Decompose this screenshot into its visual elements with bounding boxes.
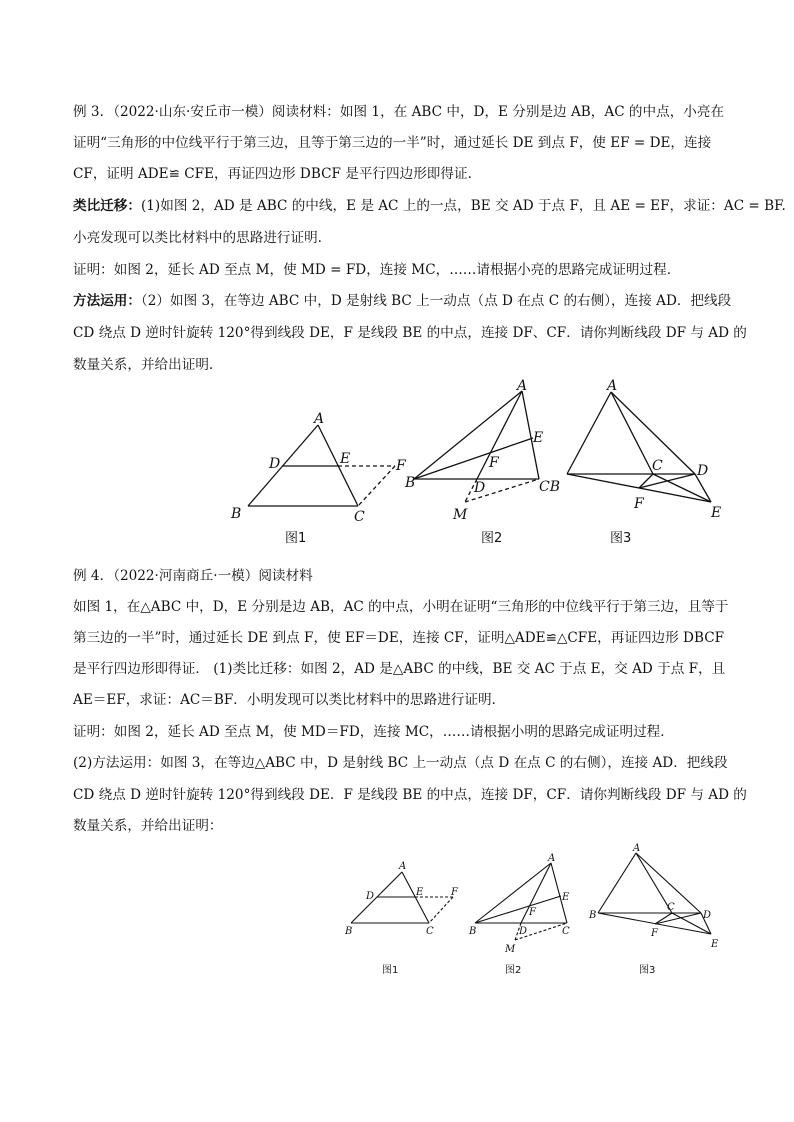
fig1s-label-c: C xyxy=(426,926,434,937)
fig2s-label-a: A xyxy=(548,853,556,864)
ex3-line-1: 例 3．（2022·山东·安丘市一模）阅读材料：如图 1，在 ABC 中，D，E 分别是边 AB，AC 的中点，小亮在 xyxy=(73,104,725,120)
ex3-line-6: 证明：如图 2，延长 AD 至点 M，使 MD = FD，连接 MC，……请根据小亮的思路完成证明过程. xyxy=(73,262,672,278)
fig1-caption: 图1 xyxy=(285,531,307,546)
ex3-line-4 xyxy=(73,196,786,216)
fig2-label-cb: CB xyxy=(539,479,560,495)
fig1s-label-f: F xyxy=(451,887,458,898)
fig2-label-f: F xyxy=(489,455,499,471)
fig2s-caption: 图2 xyxy=(505,965,522,976)
fig2s-label-d: D xyxy=(519,926,528,937)
fig1s-label-a: A xyxy=(399,861,407,872)
ex4-line-7: (2)方法运用：如图 3，在等边△ABC 中，D 是射线 BC 上一动点（点 D 在点 C 的右侧），连接 AD．把线段 xyxy=(73,755,728,771)
ex3-figures-svg xyxy=(225,380,735,550)
fig3s-label-f: F xyxy=(651,928,658,939)
fig1-label-a: A xyxy=(314,411,325,427)
ex3-figures xyxy=(225,380,735,550)
fig3-label-f: F xyxy=(634,496,644,512)
fig2-label-b: B xyxy=(405,475,416,491)
fig3-label-c: C xyxy=(652,458,663,474)
ex4-line-2: 如图 1，在△ABC 中，D，E 分别是边 AB，AC 的中点，小明在证明“三角形的中位线平行于第三边，且等于 xyxy=(73,599,729,615)
fig2s-label-m: M xyxy=(505,944,516,955)
fig1-label-c: C xyxy=(354,509,365,525)
ex3-line-3: CF，证明 ADE≌ CFE，再证四边形 DBCF 是平行四边形即得证. xyxy=(73,166,472,182)
fig1s-label-d: D xyxy=(366,891,375,902)
fig2s-label-c: C xyxy=(562,926,570,937)
fig1-label-e: E xyxy=(340,451,351,467)
ex3-line-9: 数量关系，并给出证明. xyxy=(73,357,214,373)
ex3-line-2: 证明“三角形的中位线平行于第三边，且等于第三边的一半”时，通过延长 DE 到点 F，使 EF = DE，连接 xyxy=(73,135,712,151)
ex3-line-7-text: （2）如图 3，在等边 ABC 中，D 是射线 BC 上一动点（点 D 在点 C 的右侧），连接 AD．把线段 xyxy=(140,293,732,309)
ex3-line-4-text: (1)如图 2，AD 是 ABC 的中线，E 是 AC 上的一点，BE 交 AD 于点 F，且 AE = EF，求证：AC = BF. xyxy=(140,198,786,214)
fig3s-label-c: C xyxy=(667,902,675,913)
ex3-line-5: 小亮发现可以类比材料中的思路进行证明. xyxy=(73,230,323,246)
method-heading: 方法运用： xyxy=(73,293,141,309)
fig1s-caption: 图1 xyxy=(382,965,399,976)
ex4-line-8: CD 绕点 D 逆时针旋转 120°得到线段 DE．F 是线段 BE 的中点，连接 DF，CF．请你判断线段 DF 与 AD 的 xyxy=(73,787,747,803)
fig1-label-f: F xyxy=(396,458,406,474)
fig1-label-d: D xyxy=(269,456,281,472)
fig2-label-m: M xyxy=(453,507,468,523)
fig3-label-a: A xyxy=(607,378,618,394)
fig3s-label-d: D xyxy=(703,910,712,921)
fig2s-label-e: E xyxy=(562,892,570,903)
fig2-label-d: D xyxy=(474,480,486,496)
ex3-line-8: CD 绕点 D 逆时针旋转 120°得到线段 DE，F 是线段 BE 的中点，连接 DF、CF．请你判断线段 DF 与 AD 的 xyxy=(73,325,747,341)
fig3s-caption: 图3 xyxy=(639,965,656,976)
fig1s-label-b: B xyxy=(345,926,353,937)
fig2-label-e: E xyxy=(533,430,544,446)
fig3-label-e: E xyxy=(711,505,722,521)
fig3s-label-b: B xyxy=(589,910,597,921)
ex4-figures-svg xyxy=(340,838,730,983)
fig3-label-d: D xyxy=(697,463,709,479)
fig2s-label-f: F xyxy=(529,907,536,918)
fig3-caption: 图3 xyxy=(610,531,632,546)
fig2s-label-b: B xyxy=(469,926,477,937)
fig3s-label-a: A xyxy=(633,843,641,854)
ex4-line-6: 证明：如图 2，延长 AD 至点 M，使 MD＝FD，连接 MC，……请根据小明的思路完成证明过程． xyxy=(73,724,674,740)
ex3-line-7 xyxy=(73,291,732,311)
fig2-caption: 图2 xyxy=(481,531,503,546)
ex4-line-1: 例 4．（2022·河南商丘·一模）阅读材料 xyxy=(73,568,313,584)
ex4-line-4: 是平行四边形即得证． (1)类比迁移：如图 2，AD 是△ABC 的中线，BE 交 AC 于点 E，交 AD 于点 F，且 xyxy=(73,661,726,677)
analogy-heading: 类比迁移： xyxy=(73,198,141,214)
ex4-line-3: 第三边的一半”时，通过延长 DE 到点 F，使 EF＝DE，连接 CF，证明△ADE≌△CFE，再证四边形 DBCF xyxy=(73,630,725,646)
fig2-label-a: A xyxy=(517,378,528,394)
ex4-line-5: AE＝EF，求证：AC＝BF．小明发现可以类比材料中的思路进行证明． xyxy=(73,692,506,708)
ex4-figures xyxy=(340,838,730,983)
ex4-line-9: 数量关系，并给出证明： xyxy=(73,818,223,834)
fig1s-label-e: E xyxy=(416,887,424,898)
fig3s-label-e: E xyxy=(711,939,719,950)
fig1-label-b: B xyxy=(231,506,242,522)
